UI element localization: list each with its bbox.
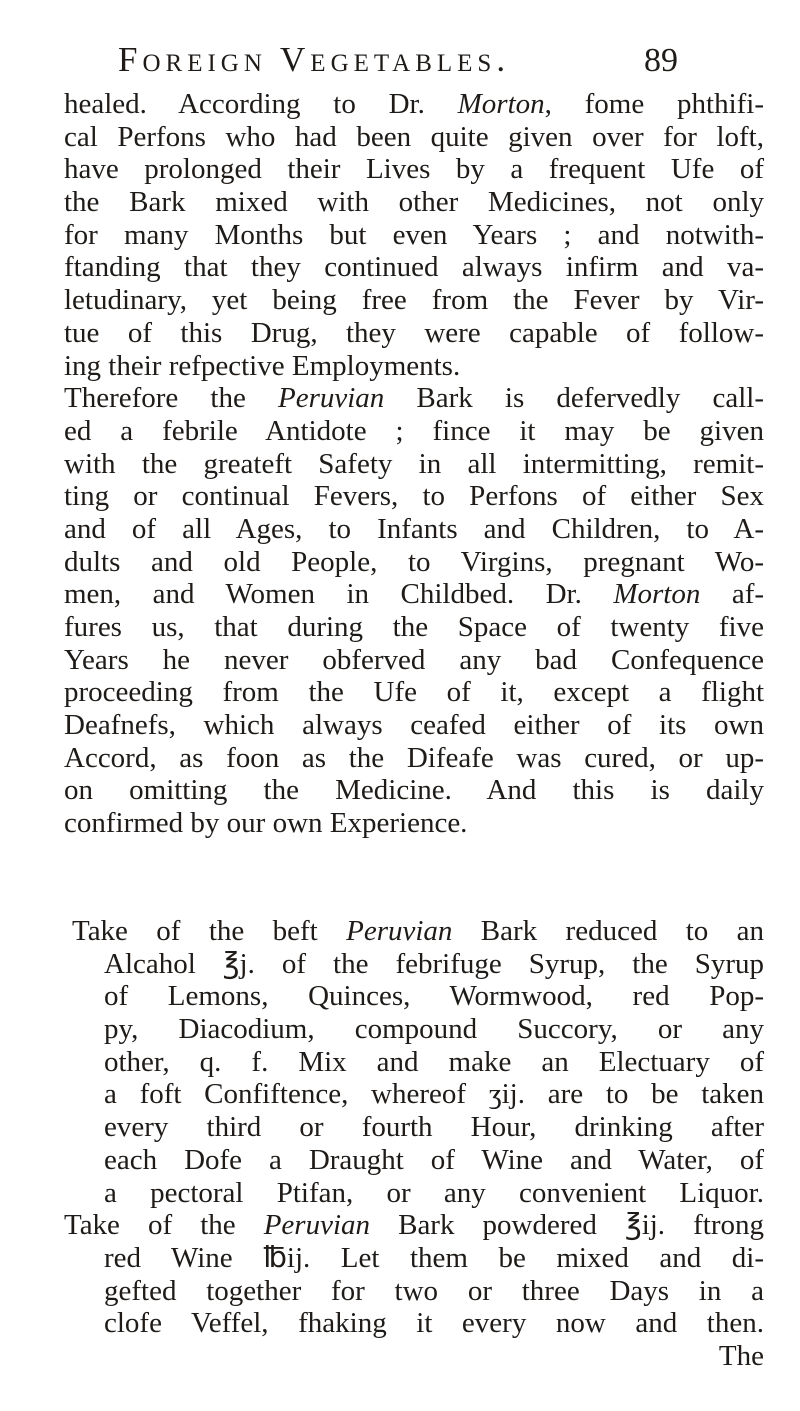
text-line: cal Perfons who had been quite given over for loft, <box>64 120 764 153</box>
text-line: every third or fourth Hour, drinking after <box>104 1111 764 1144</box>
recipes <box>64 915 764 1373</box>
text-line: confirmed by our own Experience. <box>64 807 468 840</box>
text-line: and of all Ages, to Infants and Children, to A- <box>64 512 764 545</box>
page-number: 89 <box>644 42 678 79</box>
page-header <box>118 40 678 92</box>
catchword: The <box>718 1339 764 1372</box>
text-line: a foft Confiftence, whereof ʒij. are to be taken <box>104 1078 764 1111</box>
text-line: Alcahol ℥j. of the febrifuge Syrup, the Syrup <box>104 947 764 980</box>
text-line: tue of this Drug, they were capable of follow- <box>64 316 764 349</box>
text-line: the Bark mixed with other Medicines, not only <box>64 186 764 219</box>
text-line: men, and Women in Childbed. Dr. Morton af- <box>64 578 765 611</box>
text-line: fures us, that during the Space of twenty five <box>64 611 764 643</box>
text-line: each Dofe a Draught of Wine and Water, of <box>104 1143 764 1176</box>
text-line: dults and old People, to Virgins, pregnant Wo- <box>64 545 764 578</box>
text-line: of Lemons, Quinces, Wormwood, red Pop- <box>104 980 764 1013</box>
paragraph-2 <box>64 382 764 840</box>
running-head: Foreign Vegetables. <box>118 40 511 79</box>
text-line: py, Diacodium, compound Succory, or any <box>104 1013 764 1046</box>
recipe-2 <box>64 1209 764 1340</box>
text-line: Take of the beft Peruvian Bark reduced to an <box>72 915 764 947</box>
text-line: gefted together for two or three Days in a <box>104 1274 764 1307</box>
text-line: ftanding that they continued always infirm and va- <box>64 251 764 284</box>
text-line: ing their refpective Employments. <box>64 349 461 382</box>
text-line: a pectoral Ptifan, or any convenient Liquor. <box>104 1176 764 1209</box>
paragraph-1 <box>64 88 764 382</box>
recipe-1 <box>64 915 764 1209</box>
text-line: Years he never obferved any bad Confequence <box>64 643 764 676</box>
text-line: with the greateft Safety in all intermitting, remit- <box>64 447 764 480</box>
text-line: other, q. f. Mix and make an Electuary of <box>104 1045 764 1078</box>
main-text <box>64 88 764 840</box>
text-line: clofe Veffel, fhaking it every now and then. <box>104 1307 764 1340</box>
text-line: Take of the Peruvian Bark powdered ℥ij. ftrong <box>64 1209 764 1242</box>
text-line: healed. According to Dr. Morton, fome phthifi- <box>64 88 764 120</box>
text-line: ed a febrile Antidote ; fince it may be given <box>64 414 764 447</box>
text-line: Accord, as foon as the Difeafe was cured, or up- <box>64 741 764 774</box>
text-line: red Wine ℔ij. Let them be mixed and di- <box>104 1241 764 1274</box>
text-line: ting or continual Fevers, to Perfons of either Sex <box>64 480 764 513</box>
text-line: letudinary, yet being free from the Fever by Vir- <box>64 284 764 317</box>
text-line: Therefore the Peruvian Bark is defervedly call- <box>64 382 765 415</box>
text-line: on omitting the Medicine. And this is daily <box>64 774 764 807</box>
text-line: Deafnefs, which always ceafed either of its own <box>64 709 764 742</box>
text-line: have prolonged their Lives by a frequent Ufe of <box>64 153 764 186</box>
text-line: for many Months but even Years ; and notwith- <box>64 218 764 251</box>
text-line: proceeding from the Ufe of it, except a flight <box>64 676 764 709</box>
